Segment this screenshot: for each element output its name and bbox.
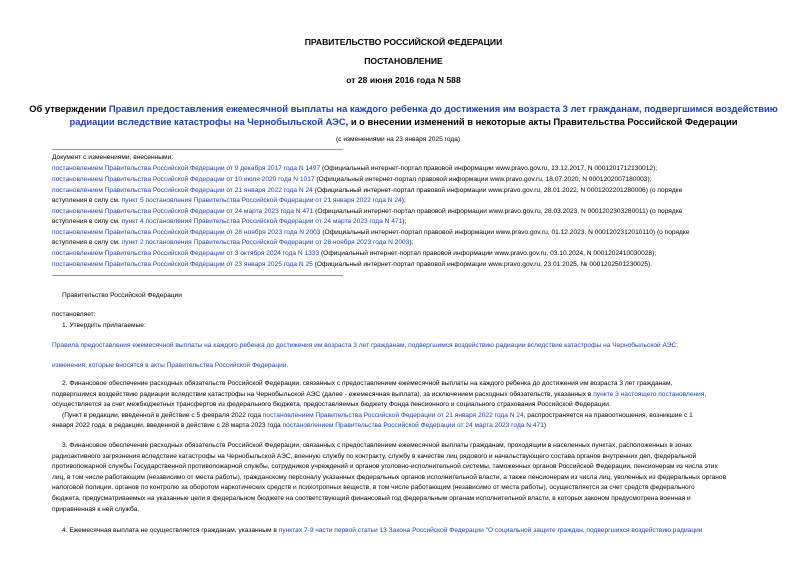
amendment-item: постановлением Правительства Российской Федерации от 3 октября 2024 года N 1333 (Официальный интернет-портал правовой информации www.pravo.gov.ru, 03.10.2024, N 0001202410030028); (52, 250, 657, 257)
document-title-line2 (0, 116, 807, 127)
amendment-item-cont: вступления в силу см. пункт 2 постановления Правительства Российской Федерации от 28 ноября 2023 года N 2003); (52, 239, 414, 246)
divider-top (52, 149, 343, 150)
paragraph-4: 4. Ежемесячная выплата не осуществляется гражданам, указанным в пунктах 7-9 части первой статьи 13 Закона Российской Федерации "О социальной защите граждан, подвергшихся воздействию радиации (62, 527, 703, 534)
amendment-item: постановлением Правительства Российской Федерации от 23 января 2025 года N 25 (Официальный интернет-портал правовой информации www.pravo.gov.ru, 23.01.2025, № 0001202501230025). (52, 261, 653, 268)
amendment-link[interactable]: постановлением Правительства Российской Федерации от 24 марта 2023 года N 471 (52, 208, 314, 215)
issuer: Правительство Российской Федерации (62, 292, 182, 299)
resolves: постановляет: (52, 311, 96, 318)
amendment-item: постановлением Правительства Российской Федерации от 21 января 2022 года N 24 (Официальный интернет-портал правовой информации www.pravo.gov.ru, 28.01.2022, N 0001202201280006) (о порядке (52, 187, 683, 194)
amendment-item: постановлением Правительства Российской Федерации от 28 ноября 2023 года N 2003 (Официальный интернет-портал правовой информации www.pravo.gov.ru, 01.12.2023, N 0001202312010110) (о порядке (52, 229, 690, 236)
document-title-line1 (0, 103, 807, 114)
approved-changes-link[interactable]: изменения, которые вносятся в акты Правительства Российской Федерации. (52, 362, 289, 369)
amendment-link[interactable]: постановлением Правительства Российской Федерации от 9 декабря 2017 года N 1497 (52, 165, 321, 172)
amendment-clause-link[interactable]: пункт 5 постановления Правительства Российской Федерации от 21 января 2022 года N 24 (121, 197, 402, 204)
amendment-item-cont: вступления в силу см. пункт 5 постановления Правительства Российской Федерации от 21 января 2022 года N 24); (52, 197, 406, 204)
amendment-link[interactable]: постановлением Правительства Российской Федерации от 10 июля 2020 года N 1017 (52, 176, 315, 183)
amendment-item: постановлением Правительства Российской Федерации от 10 июля 2020 года N 1017 (Официальный интернет-портал правовой информации www.pravo.gov.ru, 18.07.2020, N 0001202007180003); (52, 176, 652, 183)
amendment-reference-link[interactable]: постановлением Правительства Российской Федерации от 24 марта 2023 года N 471 (282, 422, 544, 430)
title-prefix: Об утверждении (29, 103, 109, 114)
amendment-reference-link[interactable]: постановлением Правительства Российской Федерации от 21 января 2022 года N 24 (262, 411, 524, 419)
amendment-link[interactable]: постановлением Правительства Российской Федерации от 21 января 2022 года N 24 (52, 187, 313, 194)
title-suffix: , и о внесении изменений в некоторые акты Правительства Российской Федерации (345, 116, 738, 127)
approved-rules-link[interactable]: Правила предоставления ежемесячной выплаты на каждого ребенка до достижения им возраста 3 лет гражданам, подвергшимся воздействию радиации вследствие катастрофы на Чернобыльской АЭС; (52, 342, 679, 349)
amendment-link[interactable]: постановлением Правительства Российской Федерации от 28 ноября 2023 года N 2003 (52, 229, 321, 236)
paragraph-2-note: (Пункт в редакции, введенной в действие с 5 февраля 2022 года постановлением Правительства Российской Федерации от 21 января 2022 года N 24, распространяется на правоотношения, возникшие с 1 (62, 411, 693, 419)
law-article-link[interactable]: пунктах 7-9 части первой статьи 13 Закона Российской Федерации "О социальной защите граждан, подвергшихся воздействию радиации (278, 527, 703, 534)
document-type: ПОСТАНОВЛЕНИЕ (364, 56, 443, 66)
paragraph-2: 2. Финансовое обеспечение расходных обязательств Российской Федерации, связанных с предоставлением ежемесячной выплаты на каждого ребенка до достижения им возраста 3 лет гражданам, подвергшимся воздействию радиации вследствие катастрофы на Чернобыльской АЭС (далее - ежемесячная выплата), за исключением расходных обязательств, указанных в пункте 3 настоящего постановления, осуществляется за счет межбюджетных трансфертов из федерального бюджета, предоставляемых бюджету Фонда пенсионного и социального страхования Российской Федерации. (Пункт в редакции, введенной в действие с 5 февраля 2022 года постановлением Правительства Российской Федерации от 21 января 2022 года N 24, распространяется на правоотношения, возникшие с 1 января 2022 года; в редакции, введенной в действие с 28 марта 2023 года постановлением Правительства Российской Федерации от 24 марта 2023 года N 471) (52, 379, 774, 432)
amendment-item: постановлением Правительства Российской Федерации от 24 марта 2023 года N 471 (Официальный интернет-портал правовой информации www.pravo.gov.ru, 28.03.2023, N 0001202303280011) (о порядке (52, 208, 683, 215)
government-header: ПРАВИТЕЛЬСТВО РОССИЙСКОЙ ФЕДЕРАЦИИ (304, 37, 503, 47)
paragraph-3: 3. Финансовое обеспечение расходных обязательств Российской Федерации, связанных с предоставлением ежемесячной выплаты гражданам, проходящим в населенных пунктах, расположенных в зонах радиоактивного загрязнения вследствие катастрофы на Чернобыльской АЭС, военную службу по контракту, службу в качестве лиц рядового и начальствующего состава органов внутренних дел, федеральной противопожарной службы Государственной противопожарной службы, сотрудников учреждений и органов уголовно-исполнительной системы, таможенных органов Российской Федерации, пенсионерам из числа этих лиц, в том числе работающим (независимо от места работы), гражданскому персоналу указанных федеральных органов исполнительной власти, а также пенсионерам из числа лиц, уволенных из федеральных органов налоговой полиции, органов по контролю за оборотом наркотических средств и психотропных веществ, в том числе работающим (независимо от места работы), осуществляется за счет средств федерального бюджета, предусматриваемых на указанные цели в федеральном бюджете на соответствующий финансовый год федеральным органам исполнительной власти, в которых законом предусмотрена военная и приравненная к ней служба. (52, 442, 727, 513)
document-date-number: от 28 июня 2016 года N 588 (346, 75, 461, 85)
amendment-clause-link[interactable]: пункт 4 постановления Правительства Российской Федерации от 24 марта 2023 года N 471 (121, 218, 403, 225)
amendment-item-cont: вступления в силу см. пункт 4 постановления Правительства Российской Федерации от 24 марта 2023 года N 471); (52, 218, 407, 225)
amendment-link[interactable]: постановлением Правительства Российской Федерации от 3 октября 2024 года N 1333 (52, 250, 320, 257)
amendment-link[interactable]: постановлением Правительства Российской Федерации от 23 января 2025 года N 25 (52, 261, 313, 268)
amendment-clause-link[interactable]: пункт 2 постановления Правительства Российской Федерации от 28 ноября 2023 года N 2003 (121, 239, 410, 246)
title-rules-link[interactable]: Правил предоставления ежемесячной выплаты на каждого ребенка до достижения им возраста 3 лет гражданам, подвергшимся воздействию (108, 103, 778, 114)
divider-bottom (52, 275, 343, 276)
changes-note: (с изменениями на 23 января 2025 года) (336, 136, 461, 143)
amendment-item: постановлением Правительства Российской Федерации от 9 декабря 2017 года N 1497 (Официальный интернет-портал правовой информации www.pravo.gov.ru, 13.12.2017, N 0001201712130012); (52, 165, 658, 172)
clause-3-link[interactable]: пункте 3 настоящего постановления (593, 390, 705, 398)
title-rules-link-cont[interactable]: радиации вследствие катастрофы на Чернобыльской АЭС (69, 116, 346, 127)
amendments-intro: Документ с изменениями, внесенными: (52, 154, 174, 161)
item-1: 1. Утвердить прилагаемые: (62, 322, 146, 329)
